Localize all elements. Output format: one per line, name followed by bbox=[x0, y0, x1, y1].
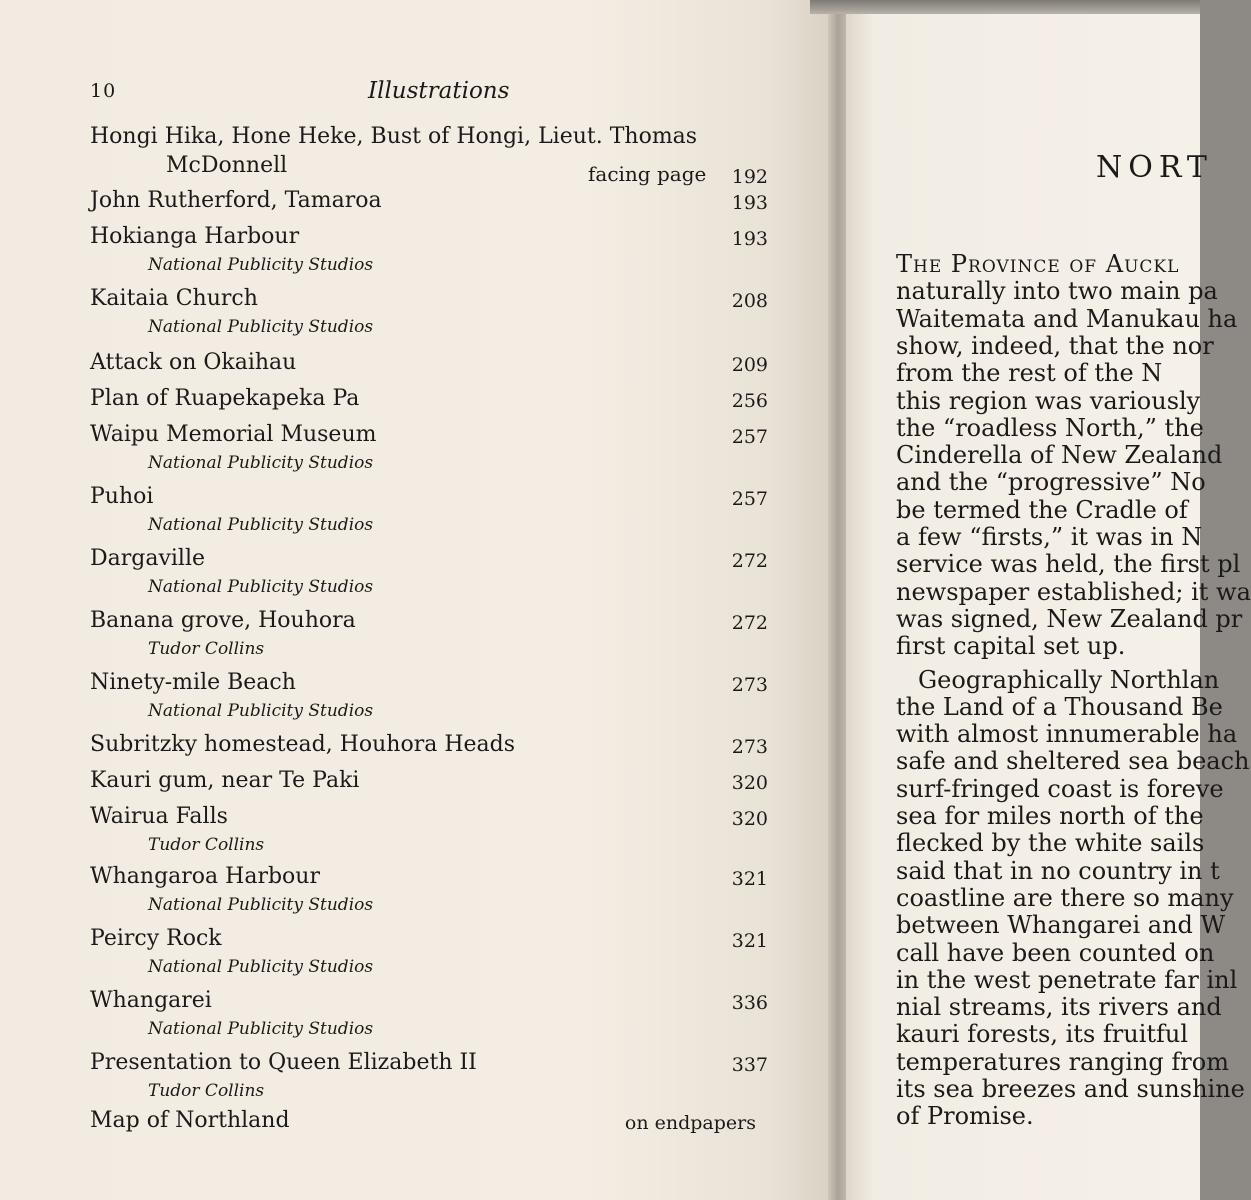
body-text-line: service was held, the first pl bbox=[896, 550, 1241, 578]
entry-title: Puhoi bbox=[90, 484, 154, 509]
entry-page: 193 bbox=[731, 192, 768, 214]
entry-page: 209 bbox=[731, 354, 768, 376]
body-text-line: from the rest of the N bbox=[896, 359, 1163, 387]
entry-credit: Tudor Collins bbox=[148, 835, 265, 855]
entry-page: 320 bbox=[731, 772, 768, 794]
entry-credit: National Publicity Studios bbox=[148, 515, 374, 535]
entry-credit: National Publicity Studios bbox=[148, 453, 374, 473]
entry-title: Plan of Ruapekapeka Pa bbox=[90, 386, 360, 411]
entry-title: Hongi Hika, Hone Heke, Bust of Hongi, Lieut. Thomas bbox=[90, 124, 698, 149]
entry-title: Whangarei bbox=[90, 988, 212, 1013]
entry-credit: National Publicity Studios bbox=[148, 317, 374, 337]
body-text-line: safe and sheltered sea beach bbox=[896, 747, 1250, 775]
body-text-line: in the west penetrate far inl bbox=[896, 966, 1238, 994]
entry-page: 256 bbox=[731, 390, 768, 412]
entry-page: 272 bbox=[731, 612, 768, 634]
entry-title: Ninety-mile Beach bbox=[90, 670, 296, 695]
entry-title: Waipu Memorial Museum bbox=[90, 422, 377, 447]
body-text-line: be termed the Cradle of bbox=[896, 496, 1188, 524]
entry-title: Hokianga Harbour bbox=[90, 224, 300, 249]
entry-title: Map of Northland bbox=[90, 1108, 290, 1133]
body-text-line: Waitemata and Manukau ha bbox=[896, 305, 1238, 333]
entry-title: Dargaville bbox=[90, 546, 206, 571]
book-cover-edge bbox=[810, 0, 1200, 14]
body-text-line: a few “firsts,” it was in N bbox=[896, 523, 1203, 551]
body-text-line: the “roadless North,” the bbox=[896, 414, 1204, 442]
body-text-line: between Whangarei and W bbox=[896, 911, 1226, 939]
entry-page: 257 bbox=[731, 488, 768, 510]
body-text-line: first capital set up. bbox=[896, 632, 1126, 660]
body-text-line: of Promise. bbox=[896, 1102, 1034, 1130]
entry-page: 273 bbox=[731, 736, 768, 758]
entry-page: 337 bbox=[731, 1054, 768, 1076]
entry-title: Whangaroa Harbour bbox=[90, 864, 320, 889]
entry-credit: National Publicity Studios bbox=[148, 577, 374, 597]
body-text-line: the Land of a Thousand Be bbox=[896, 693, 1223, 721]
entry-page: 321 bbox=[731, 930, 768, 952]
chapter-heading: NORT bbox=[1096, 150, 1213, 185]
entry-credit: Tudor Collins bbox=[148, 639, 265, 659]
body-text-line: kauri forests, its fruitful bbox=[896, 1020, 1189, 1048]
body-text-line: with almost innumerable ha bbox=[896, 720, 1238, 748]
entry-page: on endpapers bbox=[624, 1112, 756, 1134]
entry-credit: National Publicity Studios bbox=[148, 1019, 374, 1039]
body-text-line: temperatures ranging from bbox=[896, 1048, 1229, 1076]
entry-page: 336 bbox=[731, 992, 768, 1014]
entry-page: 273 bbox=[731, 674, 768, 696]
body-text-line: said that in no country in t bbox=[896, 857, 1220, 885]
body-text-line: call have been counted on bbox=[896, 939, 1215, 967]
entry-page: 192 bbox=[731, 166, 768, 188]
entry-title: Subritzky homestead, Houhora Heads bbox=[90, 732, 516, 757]
body-text-line: was signed, New Zealand pr bbox=[896, 605, 1243, 633]
entry-page: 321 bbox=[731, 868, 768, 890]
body-text-line: newspaper established; it wa bbox=[896, 578, 1251, 606]
running-head: Illustrations bbox=[368, 78, 510, 104]
entry-credit: Tudor Collins bbox=[148, 1081, 265, 1101]
entry-title-continuation: McDonnell bbox=[166, 153, 288, 178]
body-text-line: Geographically Northlan bbox=[918, 666, 1220, 694]
entry-page: 193 bbox=[731, 228, 768, 250]
body-text-line: and the “progressive” No bbox=[896, 468, 1206, 496]
entry-title: Presentation to Queen Elizabeth II bbox=[90, 1050, 477, 1075]
body-text-line: coastline are there so many bbox=[896, 884, 1234, 912]
body-text-line: nial streams, its rivers and bbox=[896, 993, 1222, 1021]
entry-page: 257 bbox=[731, 426, 768, 448]
body-text-line: flecked by the white sails bbox=[896, 829, 1205, 857]
body-text-line: sea for miles north of the bbox=[896, 802, 1204, 830]
body-text-line: Cinderella of New Zealand bbox=[896, 441, 1223, 469]
entry-credit: National Publicity Studios bbox=[148, 701, 374, 721]
body-text-line: surf-fringed coast is foreve bbox=[896, 775, 1224, 803]
entry-title: Peircy Rock bbox=[90, 926, 222, 951]
body-text-line: The Province of Auckl bbox=[896, 250, 1180, 278]
entry-title: Kaitaia Church bbox=[90, 286, 258, 311]
entry-credit: National Publicity Studios bbox=[148, 895, 374, 915]
body-text-line: naturally into two main pa bbox=[896, 277, 1218, 305]
page-number: 10 bbox=[90, 80, 117, 102]
entry-title: Banana grove, Houhora bbox=[90, 608, 356, 633]
entry-page: 208 bbox=[731, 290, 768, 312]
entry-page: 272 bbox=[731, 550, 768, 572]
entry-title: Attack on Okaihau bbox=[90, 350, 297, 375]
entry-credit: National Publicity Studios bbox=[148, 957, 374, 977]
entry-title: Wairua Falls bbox=[90, 804, 228, 829]
body-text-line: this region was variously bbox=[896, 387, 1201, 415]
entry-credit: National Publicity Studios bbox=[148, 255, 374, 275]
facing-page-label: facing page bbox=[588, 162, 707, 186]
body-text-line: its sea breezes and sunshine bbox=[896, 1075, 1245, 1103]
body-text-line: show, indeed, that the nor bbox=[896, 332, 1214, 360]
entry-page: 320 bbox=[731, 808, 768, 830]
entry-title: John Rutherford, Tamaroa bbox=[90, 188, 382, 213]
entry-title: Kauri gum, near Te Paki bbox=[90, 768, 360, 793]
